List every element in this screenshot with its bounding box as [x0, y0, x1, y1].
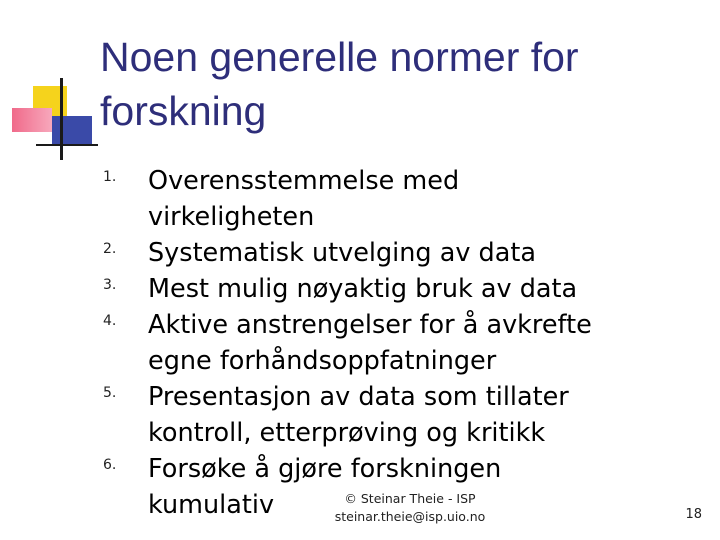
decorative-red-block [12, 108, 52, 132]
list-number: 4. [103, 313, 117, 329]
list-number: 2. [103, 241, 117, 257]
slide-title [100, 30, 700, 138]
list-item-text [148, 163, 668, 235]
list-item-line: egne forhåndsoppfatninger [148, 346, 497, 376]
decorative-blue-square [52, 116, 92, 146]
list-number: 3. [103, 277, 117, 293]
list-item-line: Systematisk utvelging av data [148, 238, 536, 268]
list-item [0, 235, 720, 271]
page-number: 18 [685, 507, 702, 522]
list-number: 5. [103, 385, 117, 401]
list-item [0, 307, 720, 379]
list-item-line: kumulativ [148, 490, 275, 520]
list-item-text [148, 271, 668, 307]
list-item-line: Forsøke å gjøre forskningen [148, 454, 502, 484]
list-number: 1. [103, 169, 117, 185]
list-item [0, 379, 720, 451]
list-item-line: Overensstemmelse med [148, 166, 460, 196]
footer-copyright: © Steinar Theie - ISP [344, 491, 476, 506]
slide-title-line-1: Noen generelle normer for [100, 34, 579, 80]
list-item-line: kontroll, etterprøving og kritikk [148, 418, 546, 448]
footer-author [320, 490, 500, 526]
list-item [0, 163, 720, 235]
list-item-line: Presentasjon av data som tillater [148, 382, 569, 412]
norms-list [0, 163, 720, 523]
footer-email: steinar.theie@isp.uio.no [334, 509, 486, 524]
list-item-text [148, 379, 668, 451]
slide-title-line-2: forskning [100, 88, 267, 134]
list-item-line: Mest mulig nøyaktig bruk av data [148, 274, 578, 304]
decorative-vertical-line [60, 78, 63, 160]
list-item-text [148, 235, 668, 271]
list-item-line: virkeligheten [148, 202, 315, 232]
list-item-line: Aktive anstrengelser for å avkrefte [148, 310, 592, 340]
list-number: 6. [103, 457, 117, 473]
decorative-horizontal-line [36, 144, 98, 146]
list-item-text [148, 307, 668, 379]
list-item [0, 271, 720, 307]
